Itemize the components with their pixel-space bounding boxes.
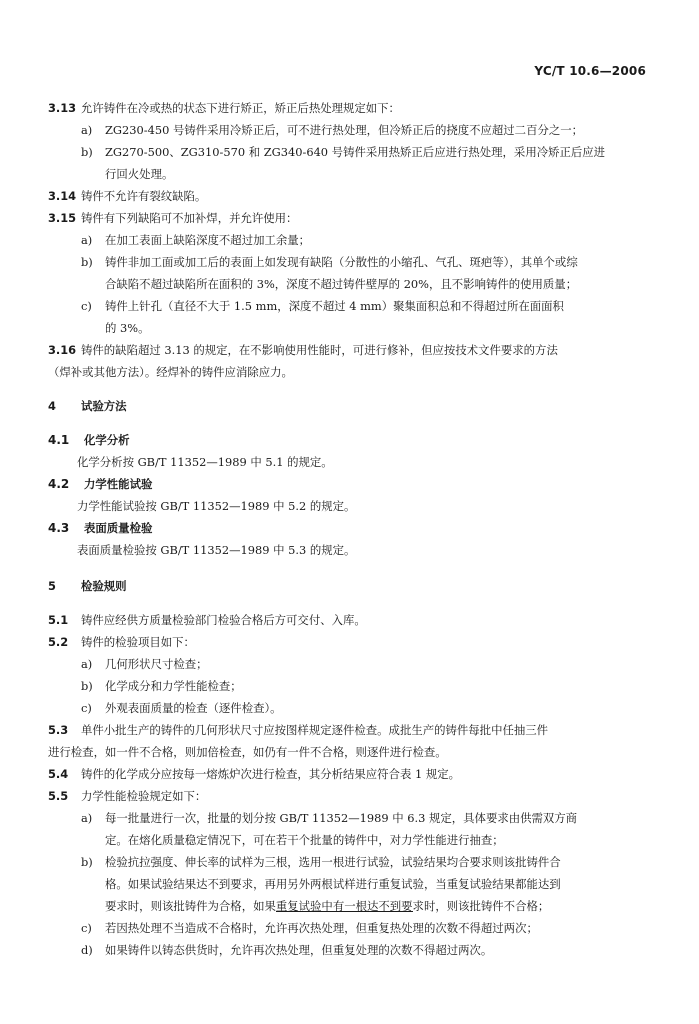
list-item: [48, 229, 653, 251]
clause-3-15: [48, 207, 653, 229]
spacer: [48, 417, 653, 429]
spacer: [48, 597, 653, 609]
clause-5-2: [48, 631, 653, 653]
item-text: ZG230-450 号铸件采用冷矫正后，可不进行热处理，但冷矫正后的挠度不应超过二百分之一；: [105, 123, 584, 137]
clause-number: 3.15: [48, 211, 77, 225]
clause-text: 铸件有下列缺陷可不加补焊，并允许使用：: [81, 211, 298, 225]
clause-text: 允许铸件在冷或热的状态下进行矫正，矫正后热处理规定如下：: [81, 101, 400, 115]
item-text: 铸件非加工面或加工后的表面上如发现有缺陷（分散性的小缩孔、气孔、斑疤等），其单个或综: [105, 255, 578, 269]
clause-5-1: [48, 609, 653, 631]
clause-number: 5.4: [48, 767, 69, 781]
item-text: 行回火处理。: [105, 167, 174, 181]
end-of-document-rule: [276, 911, 413, 912]
item-text: 几何形状尺寸检查；: [105, 657, 208, 671]
list-item: [48, 939, 653, 961]
clause-number: 3.13: [48, 101, 77, 115]
item-text: 外观表面质量的检查（逐件检查）。: [105, 701, 282, 715]
list-item: [48, 653, 653, 675]
document-body: [48, 97, 653, 961]
section-title: 检验规则: [81, 579, 127, 593]
item-text: 每一批量进行一次，批量的划分按 GB/T 11352—1989 中 6.3 规定，具体要求由供需双方商: [105, 811, 578, 825]
item-text: 如果铸件以铸态供货时，允许再次热处理，但重复处理的次数不得超过两次。: [105, 943, 493, 957]
list-item: [48, 851, 653, 917]
clause-text: 铸件的化学成分应按每一熔炼炉次进行检查，其分析结果应符合表 1 规定。: [81, 767, 460, 781]
item-label: d): [81, 943, 93, 957]
section-number: 5: [48, 579, 56, 593]
clause-5-4: [48, 763, 653, 785]
item-label: c): [81, 299, 92, 313]
list-item: [48, 675, 653, 697]
clause-text: 单件小批生产的铸件的几何形状尺寸应按图样规定逐件检查。成批生产的铸件每批中任抽三件: [81, 723, 549, 737]
list-item: [48, 807, 653, 851]
spacer: [48, 383, 653, 395]
clause-text: 铸件的检验项目如下：: [81, 635, 195, 649]
clause-number: 5.2: [48, 635, 69, 649]
section-title: 试验方法: [81, 399, 127, 413]
section-heading-4: [48, 395, 653, 417]
clause-text: 铸件应经供方质量检验部门检验合格后方可交付、入库。: [81, 613, 366, 627]
item-text: 在加工表面上缺陷深度不超过加工余量；: [105, 233, 311, 247]
item-text: 格。如果试验结果达不到要求，再用另外两根试样进行重复试验，当重复试验结果都能达到: [105, 877, 561, 891]
clause-number: 5.5: [48, 789, 69, 803]
item-label: c): [81, 701, 92, 715]
subsection-text: 表面质量检验按 GB/T 11352—1989 中 5.3 的规定。: [77, 543, 356, 557]
list-item: [48, 141, 653, 185]
item-label: a): [81, 657, 93, 671]
subsection-number: 4.2: [48, 477, 70, 491]
clause-5-3: [48, 719, 653, 741]
list-item: [48, 119, 653, 141]
item-text: ZG270-500、ZG310-570 和 ZG340-640 号铸件采用热矫正后应进行热处理，采用冷矫正后应进: [105, 145, 606, 159]
clause-text: 铸件不允许有裂纹缺陷。: [81, 189, 207, 203]
item-label: a): [81, 811, 93, 825]
item-text: 要求时，则该批铸件为合格，如果重复试验中有一根达不到要求时，则该批铸件不合格；: [105, 899, 550, 913]
section-heading-5: [48, 575, 653, 597]
item-text: 化学成分和力学性能检查；: [105, 679, 242, 693]
clause-continuation: 进行检查，如一件不合格，则加倍检查，如仍有一件不合格，则逐件进行检查。: [48, 745, 447, 759]
item-label: b): [81, 145, 93, 159]
spacer: [48, 561, 653, 575]
subsection-text: 力学性能试验按 GB/T 11352—1989 中 5.2 的规定。: [77, 499, 356, 513]
clause-text: 铸件的缺陷超过 3.13 的规定，在不影响使用性能时，可进行修补，但应按技术文件要求的方法: [81, 343, 558, 357]
clause-number: 5.3: [48, 723, 69, 737]
list-item: [48, 917, 653, 939]
clause-5-5: [48, 785, 653, 807]
item-label: c): [81, 921, 92, 935]
subsection-text: 化学分析按 GB/T 11352—1989 中 5.1 的规定。: [77, 455, 333, 469]
item-label: a): [81, 233, 93, 247]
clause-3-14: [48, 185, 653, 207]
item-text: 定。在熔化质量稳定情况下，可在若干个批量的铸件中，对力学性能进行抽查；: [105, 833, 504, 847]
clause-number: 3.16: [48, 343, 77, 357]
item-text: 合缺陷不超过缺陷所在面积的 3%，深度不超过铸件壁厚的 20%，且不影响铸件的使用质量；: [105, 277, 578, 291]
document-code: YC/T 10.6—2006: [534, 64, 646, 78]
subsection-title: 表面质量检验: [84, 521, 153, 535]
item-text: 检验抗拉强度、伸长率的试样为三根，选用一根进行试验，试验结果均合要求则该批铸件合: [105, 855, 561, 869]
subsection-heading: [48, 473, 653, 495]
item-label: b): [81, 855, 93, 869]
subsection-title: 化学分析: [84, 433, 130, 447]
item-label: b): [81, 679, 93, 693]
item-label: b): [81, 255, 93, 269]
subsection-heading: [48, 429, 653, 451]
clause-number: 3.14: [48, 189, 77, 203]
clause-text: 力学性能检验规定如下：: [81, 789, 207, 803]
list-item: [48, 295, 653, 339]
item-text: 的 3%。: [105, 321, 150, 335]
subsection-number: 4.1: [48, 433, 70, 447]
clause-number: 5.1: [48, 613, 69, 627]
item-label: a): [81, 123, 93, 137]
subsection-title: 力学性能试验: [84, 477, 153, 491]
list-item: [48, 251, 653, 295]
section-number: 4: [48, 399, 56, 413]
clause-3-16: [48, 339, 653, 361]
subsection-number: 4.3: [48, 521, 70, 535]
clause-3-13: [48, 97, 653, 119]
clause-continuation: （焊补或其他方法）。经焊补的铸件应消除应力。: [48, 365, 293, 379]
item-text: 若因热处理不当造成不合格时，允许再次热处理，但重复热处理的次数不得超过两次；: [105, 921, 538, 935]
item-text: 铸件上针孔（直径不大于 1.5 mm，深度不超过 4 mm）聚集面积总和不得超过所在面面积: [105, 299, 564, 313]
subsection-heading: [48, 517, 653, 539]
list-item: [48, 697, 653, 719]
